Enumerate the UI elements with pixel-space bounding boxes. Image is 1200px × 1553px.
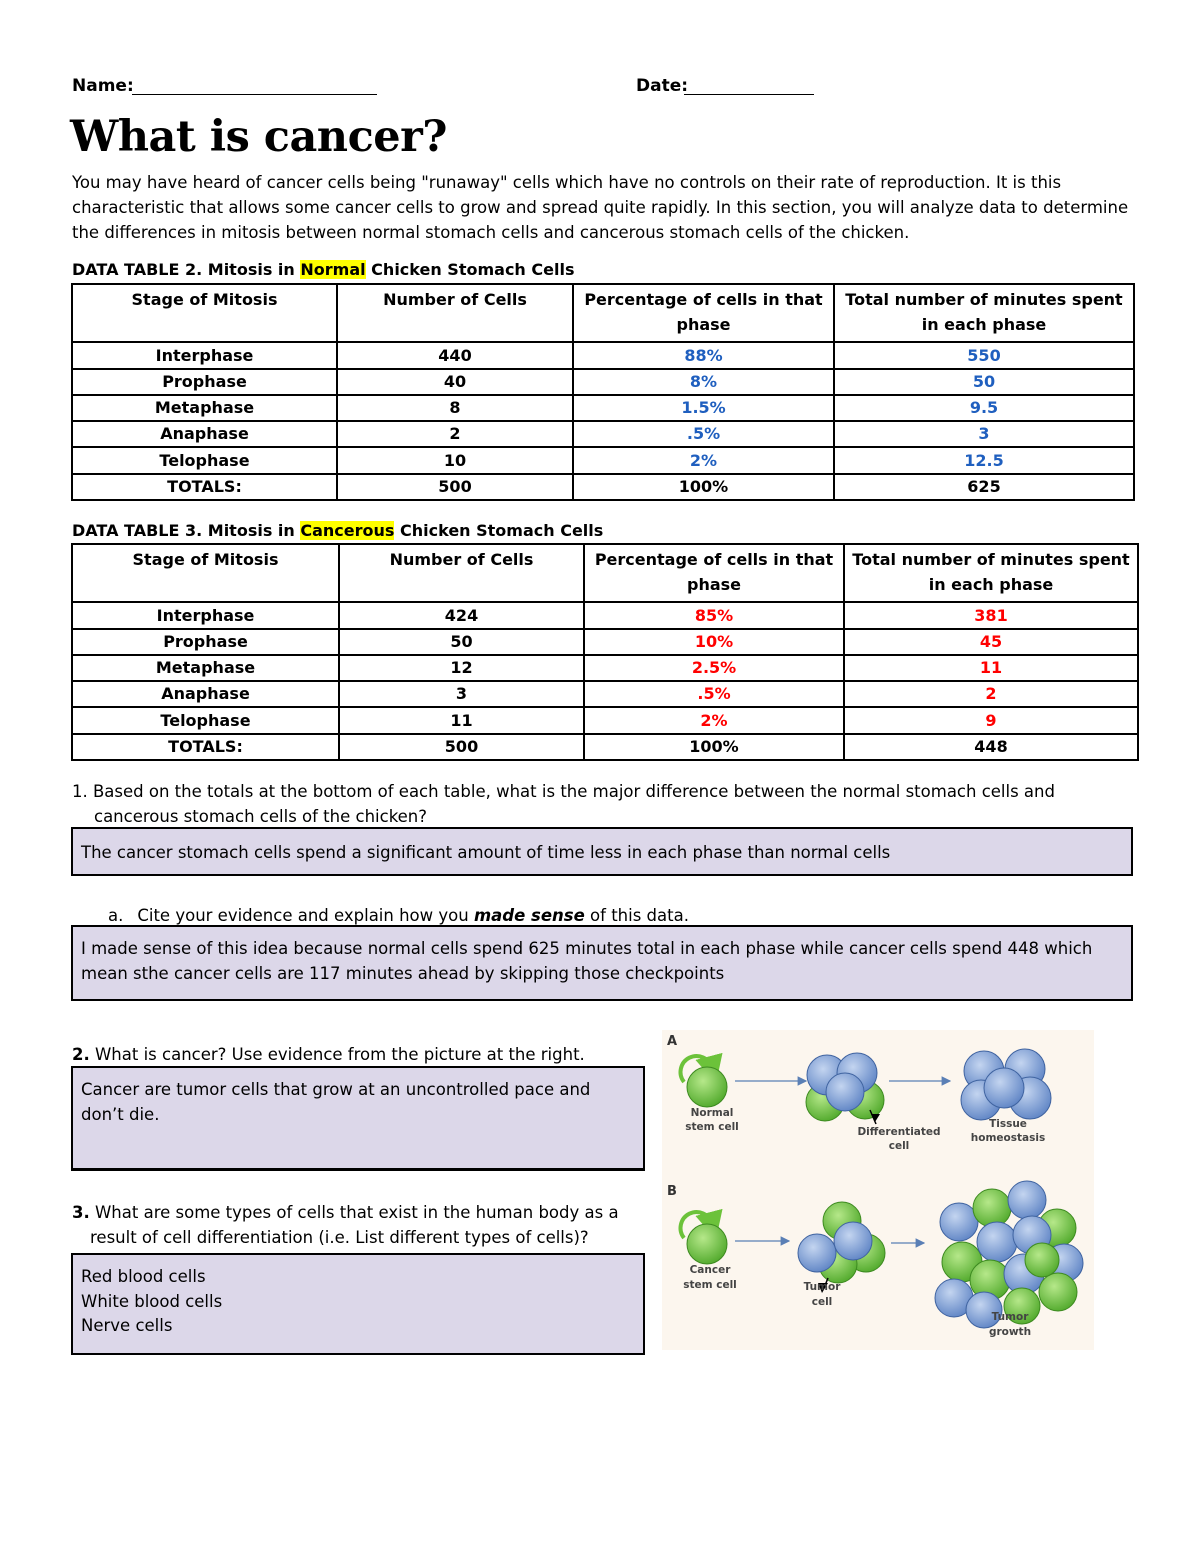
stage-cell: Anaphase — [72, 421, 337, 447]
header-cell: Number of Cells — [339, 544, 584, 602]
table-row — [72, 602, 1138, 629]
percent-cell: .5% — [573, 421, 834, 447]
table-row — [72, 707, 1138, 734]
minutes-cell: 45 — [844, 629, 1138, 655]
question-3-number: 3. — [72, 1203, 90, 1222]
stage-cell: Prophase — [72, 369, 337, 395]
totals-label: TOTALS: — [72, 474, 337, 500]
count-cell: 2 — [337, 421, 573, 447]
question-3 — [72, 1200, 670, 1250]
tissue-cluster — [961, 1049, 1051, 1120]
tumor-growth-cluster — [935, 1181, 1083, 1328]
minutes-cell: 550 — [834, 342, 1134, 369]
table3-caption-highlight: Cancerous — [300, 521, 395, 540]
minutes-cell: 11 — [844, 655, 1138, 681]
differentiated-label-2: cell — [888, 1140, 910, 1152]
cancer-stem-label-2: stem cell — [683, 1279, 737, 1291]
date-label: Date: — [636, 76, 689, 96]
question-2-text: What is cancer? Use evidence from the picture at the right. — [89, 1045, 585, 1064]
header — [72, 72, 832, 98]
table2-caption-post: Chicken Stomach Cells — [365, 260, 575, 279]
panel-b-label: B — [667, 1184, 677, 1199]
stage-cell: Anaphase — [72, 681, 339, 707]
stage-cell: Telophase — [72, 707, 339, 734]
normal-stem-label-1: Normal — [690, 1107, 734, 1119]
answer-2-box[interactable]: Cancer are tumor cells that grow at an uncontrolled pace and don’t die. — [71, 1066, 645, 1171]
count-cell: 3 — [339, 681, 584, 707]
differentiated-label-1: Differentiated — [857, 1126, 941, 1138]
answer-1a-box[interactable]: I made sense of this idea because normal cells spend 625 minutes total in each phase while cancer cells spend 448 which mean sthe cancer cells are 117 minutes ahead by skipping those checkpoints — [71, 925, 1133, 1001]
header-cell: Stage of Mitosis — [72, 284, 337, 342]
table-row — [72, 395, 1134, 421]
count-cell: 424 — [339, 602, 584, 629]
count-cell: 8 — [337, 395, 573, 421]
cancer-stem-cell — [687, 1224, 727, 1264]
question-2-number: 2. — [72, 1045, 90, 1064]
table2-caption-highlight: Normal — [300, 260, 366, 279]
percent-cell: 85% — [584, 602, 844, 629]
question-1a-marker: a. — [108, 906, 124, 925]
percent-cell: .5% — [584, 681, 844, 707]
table3-caption-pre: DATA TABLE 3. Mitosis in — [72, 521, 301, 540]
stage-cell: Metaphase — [72, 655, 339, 681]
stage-cell: Prophase — [72, 629, 339, 655]
table-row — [72, 342, 1134, 369]
tumor-cell-label-1: Tumor — [803, 1281, 841, 1293]
count-cell: 50 — [339, 629, 584, 655]
tumor-cell-cluster — [798, 1202, 885, 1283]
minutes-cell: 2 — [844, 681, 1138, 707]
normal-stem-label-2: stem cell — [685, 1121, 739, 1133]
normal-stem-cell — [687, 1067, 727, 1107]
answer-1-box[interactable]: The cancer stomach cells spend a significant amount of time less in each phase than normal cells — [71, 827, 1133, 876]
normal-cells-table — [71, 283, 1135, 501]
stage-cell: Metaphase — [72, 395, 337, 421]
percent-cell: 2% — [573, 447, 834, 474]
stage-cell: Interphase — [72, 342, 337, 369]
cancerous-cells-table — [71, 543, 1139, 761]
answer-3-box[interactable] — [71, 1253, 645, 1355]
totals-minutes: 448 — [844, 734, 1138, 760]
totals-minutes: 625 — [834, 474, 1134, 500]
header-cell: Number of Cells — [337, 284, 573, 342]
tumor-growth-label-1: Tumor — [991, 1311, 1029, 1323]
totals-label: TOTALS: — [72, 734, 339, 760]
question-1a-emphasis: made sense — [473, 906, 585, 925]
count-cell: 12 — [339, 655, 584, 681]
count-cell: 40 — [337, 369, 573, 395]
table-row — [72, 655, 1138, 681]
header-cell: Percentage of cells in that phase — [573, 284, 834, 342]
table2-caption-pre: DATA TABLE 2. Mitosis in — [72, 260, 301, 279]
page-title: What is cancer? — [70, 112, 447, 162]
stage-cell: Interphase — [72, 602, 339, 629]
minutes-cell: 381 — [844, 602, 1138, 629]
answer-3-item: Nerve cells — [81, 1316, 173, 1335]
tissue-label-1: Tissue — [989, 1118, 1027, 1130]
diagram-svg — [662, 1030, 1094, 1350]
question-1a-post: of this data. — [584, 906, 689, 925]
table3-caption-post: Chicken Stomach Cells — [394, 521, 604, 540]
intro-paragraph: You may have heard of cancer cells being "runaway" cells which have no controls on their rate of reproduction. It is this characteristic that allows some cancer cells to grow and spread quite rapidly. In this section, you will analyze data to determine the differences in mitosis between normal stomach cells and cancerous stomach cells of the chicken. — [72, 173, 1129, 242]
totals-row — [72, 734, 1138, 760]
count-cell: 440 — [337, 342, 573, 369]
tissue-label-2: homeostasis — [970, 1132, 1046, 1144]
totals-percent: 100% — [584, 734, 844, 760]
totals-count: 500 — [339, 734, 584, 760]
minutes-cell: 3 — [834, 421, 1134, 447]
stage-cell: Telophase — [72, 447, 337, 474]
differentiated-cluster — [806, 1053, 884, 1121]
tumor-growth-label-2: growth — [988, 1326, 1032, 1338]
totals-row — [72, 474, 1134, 500]
percent-cell: 2% — [584, 707, 844, 734]
table-row — [72, 369, 1134, 395]
panel-a-label: A — [667, 1034, 678, 1049]
count-cell: 10 — [337, 447, 573, 474]
table-row — [72, 629, 1138, 655]
question-1a-pre: Cite your evidence and explain how you — [137, 906, 474, 925]
cancer-stem-label-1: Cancer — [689, 1264, 731, 1276]
table-row — [72, 421, 1134, 447]
percent-cell: 2.5% — [584, 655, 844, 681]
totals-count: 500 — [337, 474, 573, 500]
percent-cell: 1.5% — [573, 395, 834, 421]
table3-caption — [72, 521, 603, 540]
totals-percent: 100% — [573, 474, 834, 500]
question-3-text: What are some types of cells that exist in the human body as a result of cell differentiation (i.e. List different types of cells)? — [89, 1203, 619, 1247]
date-field[interactable] — [684, 94, 814, 95]
question-1: 1. Based on the totals at the bottom of each table, what is the major difference between the normal stomach cells and cancerous stomach cells of the chicken? — [72, 782, 1055, 826]
percent-cell: 8% — [573, 369, 834, 395]
percent-cell: 88% — [573, 342, 834, 369]
header-cell: Percentage of cells in that phase — [584, 544, 844, 602]
table-row — [72, 447, 1134, 474]
answer-3-item: Red blood cells — [81, 1267, 206, 1286]
percent-cell: 10% — [584, 629, 844, 655]
count-cell: 11 — [339, 707, 584, 734]
cancer-cell-diagram — [662, 1030, 1094, 1350]
table2-caption — [72, 260, 574, 279]
header-cell: Total number of minutes spent in each phase — [844, 544, 1138, 602]
minutes-cell: 50 — [834, 369, 1134, 395]
header-cell: Stage of Mitosis — [72, 544, 339, 602]
question-2 — [72, 1042, 585, 1067]
answer-3-item: White blood cells — [81, 1291, 223, 1311]
minutes-cell: 9 — [844, 707, 1138, 734]
name-label: Name: — [72, 76, 134, 96]
minutes-cell: 12.5 — [834, 447, 1134, 474]
header-cell: Total number of minutes spent in each phase — [834, 284, 1134, 342]
name-field[interactable] — [132, 94, 377, 95]
tumor-cell-label-2: cell — [811, 1296, 833, 1308]
table-row — [72, 681, 1138, 707]
minutes-cell: 9.5 — [834, 395, 1134, 421]
